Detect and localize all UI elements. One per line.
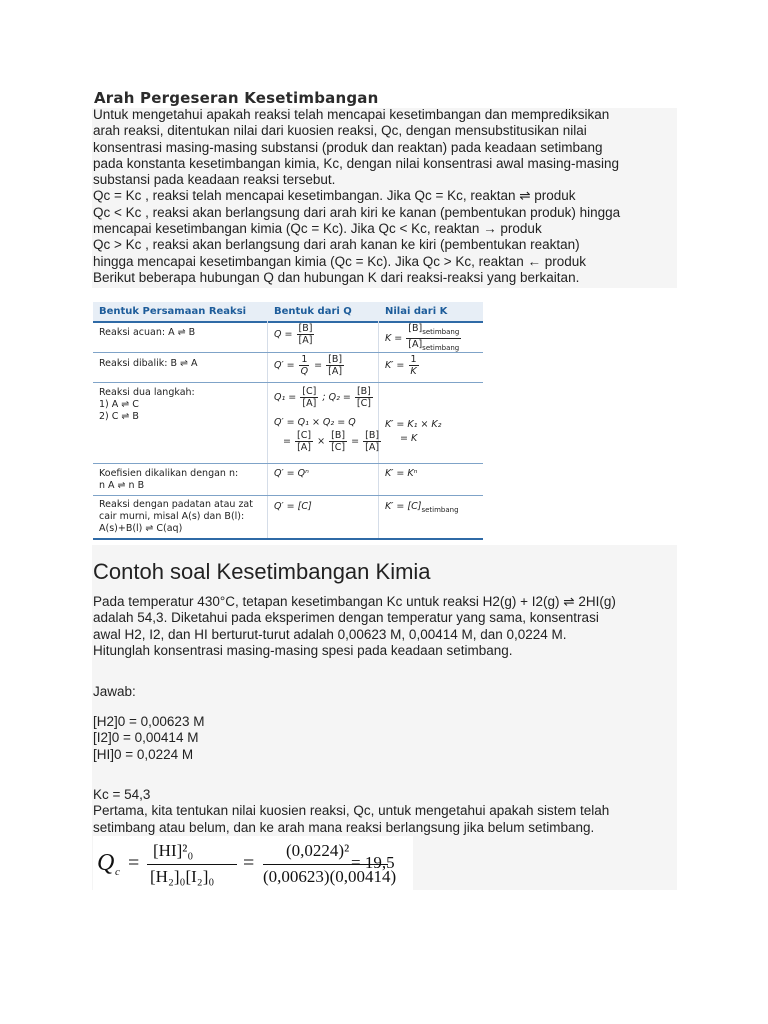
table-rule — [93, 463, 483, 464]
text-line: [I2]0 = 0,00414 M — [93, 730, 199, 746]
k-expression: K′ = $\frac{1}{K}$ — [385, 354, 417, 377]
row-step: 1) A ⇌ C — [99, 399, 139, 410]
problem-paragraph — [93, 594, 683, 659]
text-line: substansi pada keadaan reaksi tersebut. — [93, 172, 336, 188]
k-expression: K = $\frac{[B]_{setimbang}}{[A]_{setimbang}}$ — [385, 323, 460, 352]
row-step: 2) C ⇌ B — [99, 411, 139, 422]
text-line: konsentrasi masing-masing substansi (produk dan reaktan) pada keadaan setimbang — [93, 139, 603, 155]
text-line: hingga mencapai kesetimbangan kimia (Qc = Kc). Jika Qc > Kc, reaktan ← produk — [93, 253, 586, 269]
text-line: Kc = 54,3 — [93, 787, 151, 802]
table-header — [93, 302, 483, 321]
example-heading: Contoh soal Kesetimbangan Kimia — [93, 559, 431, 584]
row-label: Reaksi acuan: A ⇌ B — [99, 327, 196, 338]
column-header-q: Bentuk dari Q — [274, 306, 352, 317]
q-expression: Q₁ = $\frac{[C]}{[A]}$ ; Q₂ = $\frac{[B]}{[C]}$ — [274, 386, 371, 409]
q-product-expansion: = $\frac{[C]}{[A]}$ × $\frac{[B]}{[C]}$ = $\frac{[B]}{[A]}$ — [283, 430, 380, 453]
q-expression: Q′ = Qⁿ — [274, 468, 309, 479]
table-rule — [93, 352, 483, 353]
column-header-reaction: Bentuk Persamaan Reaksi — [99, 306, 247, 317]
step-paragraph — [93, 787, 683, 836]
fraction-bar — [147, 864, 237, 865]
text-line: adalah 54,3. Diketahui pada eksperimen dengan temperatur yang sama, konsentrasi — [93, 610, 599, 626]
k-expression: K′ = K₁ × K₂ — [385, 419, 442, 430]
text-line: mencapai kesetimbangan kimia (Qc = Kc). Jika Qc < Kc, reaktan → produk — [93, 221, 542, 237]
k-expression: K′ = Kⁿ — [385, 468, 418, 479]
row-label: A(s)+B(l) ⇌ C(aq) — [99, 523, 183, 534]
qc-formula: Q c = [HI]²₀ [H₂]₀[I₂]₀ = (0,0224)² (0,00623)(0,00414) = 19,5 — [93, 836, 413, 894]
k-expression: $K' = [C]_{setimbang}$ — [385, 501, 459, 514]
row-label: cair murni, misal A(s) dan B(l): — [99, 511, 245, 522]
row-label: Koefisien dikalikan dengan n: — [99, 468, 239, 479]
answer-label: Jawab: — [93, 684, 136, 699]
q-product: Q′ = Q₁ × Q₂ = Q — [274, 417, 356, 428]
row-label: n A ⇌ n B — [99, 480, 145, 491]
text-line: Qc = Kc , reaksi telah mencapai kesetimbangan. Jika Qc = Kc, reaktan ⇌ produk — [93, 188, 576, 204]
k-expression: = K — [400, 433, 418, 444]
text-line: Pada temperatur 430°C, tetapan kesetimbangan Kc untuk reaksi H2(g) + I2(g) ⇌ 2HI(g) — [93, 594, 616, 609]
q-expression: Q = $\frac{[B]}{[A]}$ — [274, 323, 313, 346]
table-rule — [93, 382, 483, 383]
text-line: Pertama, kita tentukan nilai kuosien reaksi, Qc, untuk mengetahui apakah sistem telah — [93, 803, 610, 819]
text-line: Hitunglah konsentrasi masing-masing spesi pada keadaan setimbang. — [93, 642, 513, 658]
text-line: arah reaksi, ditentukan nilai dari kuosien reaksi, Qc, dengan mensubstitusikan nilai — [93, 123, 587, 139]
q-expression: Q′ = [C] — [274, 501, 312, 512]
section-title: Arah Pergeseran Kesetimbangan — [94, 89, 379, 107]
text-line: [HI]0 = 0,0224 M — [93, 746, 194, 762]
text-line: awal H2, I2, dan HI berturut-turut adalah 0,00623 M, 0,00414 M, dan 0,0224 M. — [93, 626, 567, 642]
intro-paragraph — [93, 107, 683, 286]
column-header-k: Nilai dari K — [385, 306, 448, 317]
given-values — [93, 714, 683, 763]
text-line: setimbang atau belum, dan ke arah mana reaksi berlangsung jika belum setimbang. — [93, 819, 595, 835]
text-line: pada konstanta kesetimbangan kimia, Kc, dengan nilai konsentrasi awal masing-masing — [93, 155, 620, 171]
table-rule — [93, 538, 483, 540]
q-k-relations-table — [93, 302, 483, 540]
text-line: Qc > Kc , reaksi akan berlangsung dari arah kanan ke kiri (pembentukan reaktan) — [93, 237, 580, 253]
column-divider — [267, 321, 268, 539]
text-line: Qc < Kc , reaksi akan berlangsung dari arah kiri ke kanan (pembentukan produk) hingga — [93, 204, 621, 220]
row-label: Reaksi dengan padatan atau zat — [99, 499, 253, 510]
row-label: Reaksi dua langkah: — [99, 387, 195, 398]
text-line: Berikut beberapa hubungan Q dan hubungan K dari reaksi-reaksi yang berkaitan. — [93, 269, 580, 285]
table-rule — [93, 495, 483, 496]
row-label: Reaksi dibalik: B ⇌ A — [99, 358, 198, 369]
text-line: [H2]0 = 0,00623 M — [93, 714, 205, 729]
q-expression: Q′ = $\frac{1}{Q}$ = $\frac{[B]}{[A]}$ — [274, 354, 343, 377]
text-line: Untuk mengetahui apakah reaksi telah mencapai kesetimbangan dan memprediksikan — [93, 107, 610, 122]
